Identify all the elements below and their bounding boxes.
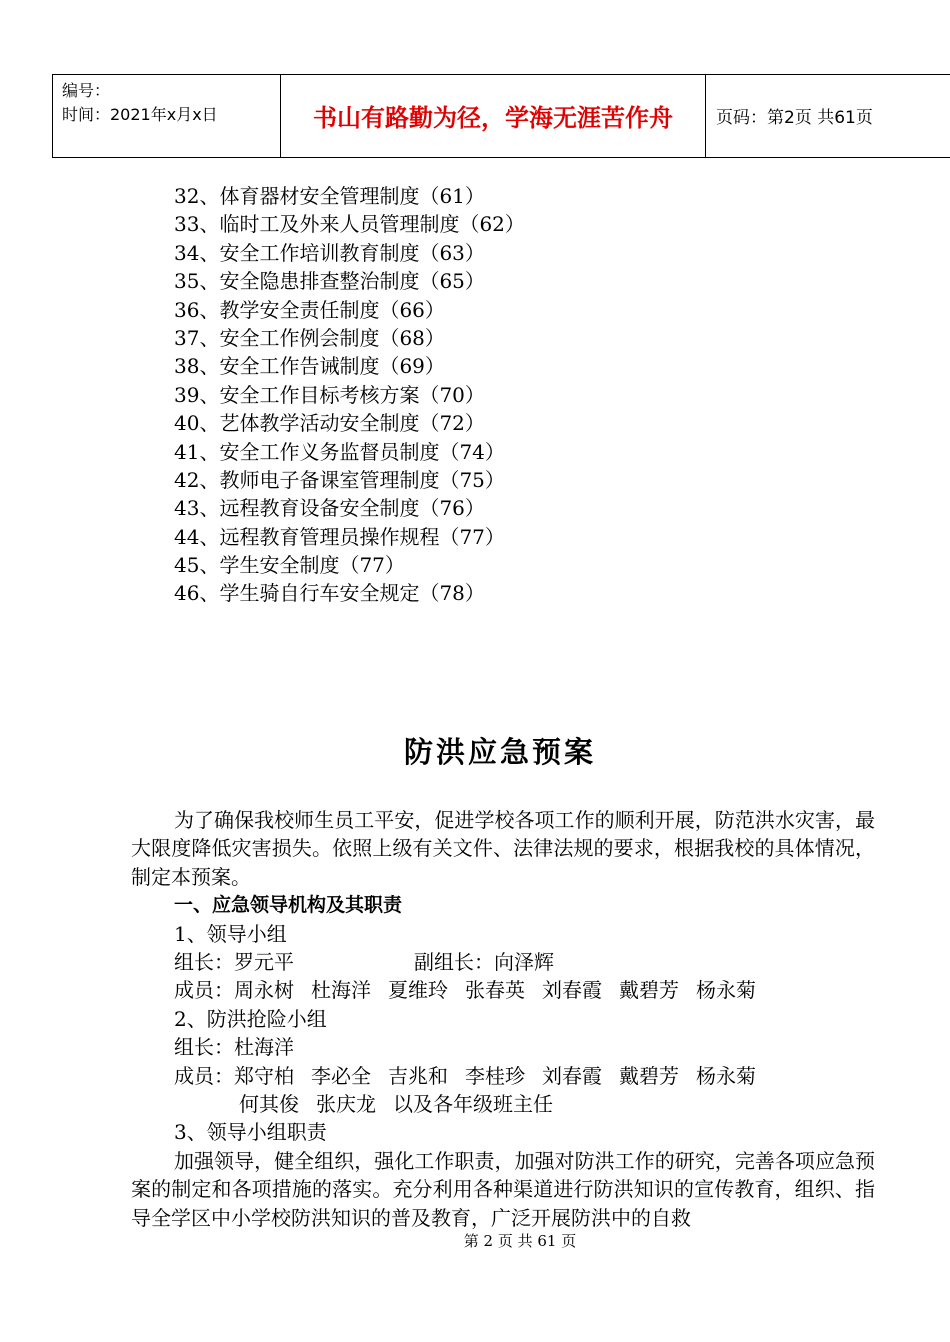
deputy-text: 副组长：向泽辉 (414, 950, 554, 974)
table-of-contents (174, 182, 525, 608)
document-title: 防洪应急预案 (403, 735, 596, 769)
toc-item: 41、安全工作义务监督员制度（74） (174, 439, 505, 464)
members-line (131, 1062, 875, 1090)
toc-item: 46、学生骑自行车安全规定（78） (174, 581, 485, 606)
document-header (52, 74, 950, 158)
toc-item: 38、安全工作告诫制度（69） (174, 354, 445, 379)
member-name: 何其俊 (239, 1091, 299, 1116)
member-name: 以及各年级班主任 (393, 1091, 553, 1116)
member-name: 夏维玲 (388, 978, 448, 1003)
leader-text: 组长：罗元平 (174, 950, 294, 974)
toc-item: 40、艺体教学活动安全制度（72） (174, 411, 485, 436)
toc-item: 42、教师电子备课室管理制度（75） (174, 467, 505, 492)
duty-paragraph: 加强领导，健全组织，强化工作职责，加强对防洪工作的研究，完善各项应急预案的制定和各项措施的落实。充分利用各种渠道进行防洪知识的宣传教育，组织、指导全学区中小学校防洪知识的普及教育，广泛开展防洪中的自救 (131, 1148, 875, 1230)
member-name: 刘春霞 (542, 978, 602, 1003)
member-name: 戴碧芳 (619, 1063, 679, 1088)
leader-line (131, 948, 875, 976)
member-name: 刘春霞 (542, 1063, 602, 1088)
page-footer: 第 2 页 共 61 页 (463, 1232, 577, 1250)
toc-item: 39、安全工作目标考核方案（70） (174, 382, 485, 407)
header-meta-cell (52, 75, 280, 157)
members-line (131, 976, 875, 1004)
motto-text: 书山有路勤为径，学海无涯苦作舟 (313, 104, 673, 132)
member-name: 李桂珍 (465, 1063, 525, 1088)
member-name: 杜海洋 (311, 978, 371, 1003)
toc-item: 36、教学安全责任制度（66） (174, 297, 445, 322)
member-name: 吉兆和 (388, 1063, 448, 1088)
member-name: 戴碧芳 (619, 978, 679, 1003)
section-heading: 一、应急领导机构及其职责 (174, 894, 403, 917)
toc-item: 45、学生安全制度（77） (174, 553, 405, 578)
member-name: 李必全 (311, 1063, 371, 1088)
subsection-heading: 1、领导小组 (174, 921, 287, 946)
toc-item: 37、安全工作例会制度（68） (174, 325, 445, 350)
members-label: 成员： (174, 978, 234, 1003)
toc-item: 35、安全隐患排查整治制度（65） (174, 269, 485, 294)
header-motto-cell (280, 75, 706, 157)
toc-item: 44、远程教育管理员操作规程（77） (174, 524, 505, 549)
members-line-continued (131, 1090, 875, 1118)
member-name: 郑守柏 (234, 1063, 294, 1088)
member-name: 张庆龙 (316, 1091, 376, 1116)
document-body (131, 806, 875, 1232)
subsection-heading: 3、领导小组职责 (174, 1120, 327, 1145)
intro-paragraph: 为了确保我校师生员工平安，促进学校各项工作的顺利开展，防范洪水灾害，最大限度降低灾害损失。依照上级有关文件、法律法规的要求，根据我校的具体情况，制定本预案。 (131, 808, 875, 889)
member-name: 杨永菊 (696, 1063, 756, 1088)
member-name: 周永树 (234, 978, 294, 1003)
members-label: 成员： (174, 1063, 234, 1088)
number-label: 编号： (62, 81, 111, 100)
leader-line: 组长：杜海洋 (174, 1035, 294, 1060)
toc-item: 34、安全工作培训教育制度（63） (174, 240, 485, 265)
member-name: 张春英 (465, 978, 525, 1003)
member-name: 杨永菊 (696, 978, 756, 1003)
toc-item: 43、远程教育设备安全制度（76） (174, 496, 485, 521)
header-page-cell (706, 75, 950, 157)
toc-item: 33、临时工及外来人员管理制度（62） (174, 212, 525, 237)
subsection-heading: 2、防洪抢险小组 (174, 1006, 327, 1031)
toc-item: 32、体育器材安全管理制度（61） (174, 184, 485, 208)
time-label: 时间：2021年x月x日 (62, 105, 218, 124)
page-info: 页码：第2页 共61页 (716, 108, 873, 128)
